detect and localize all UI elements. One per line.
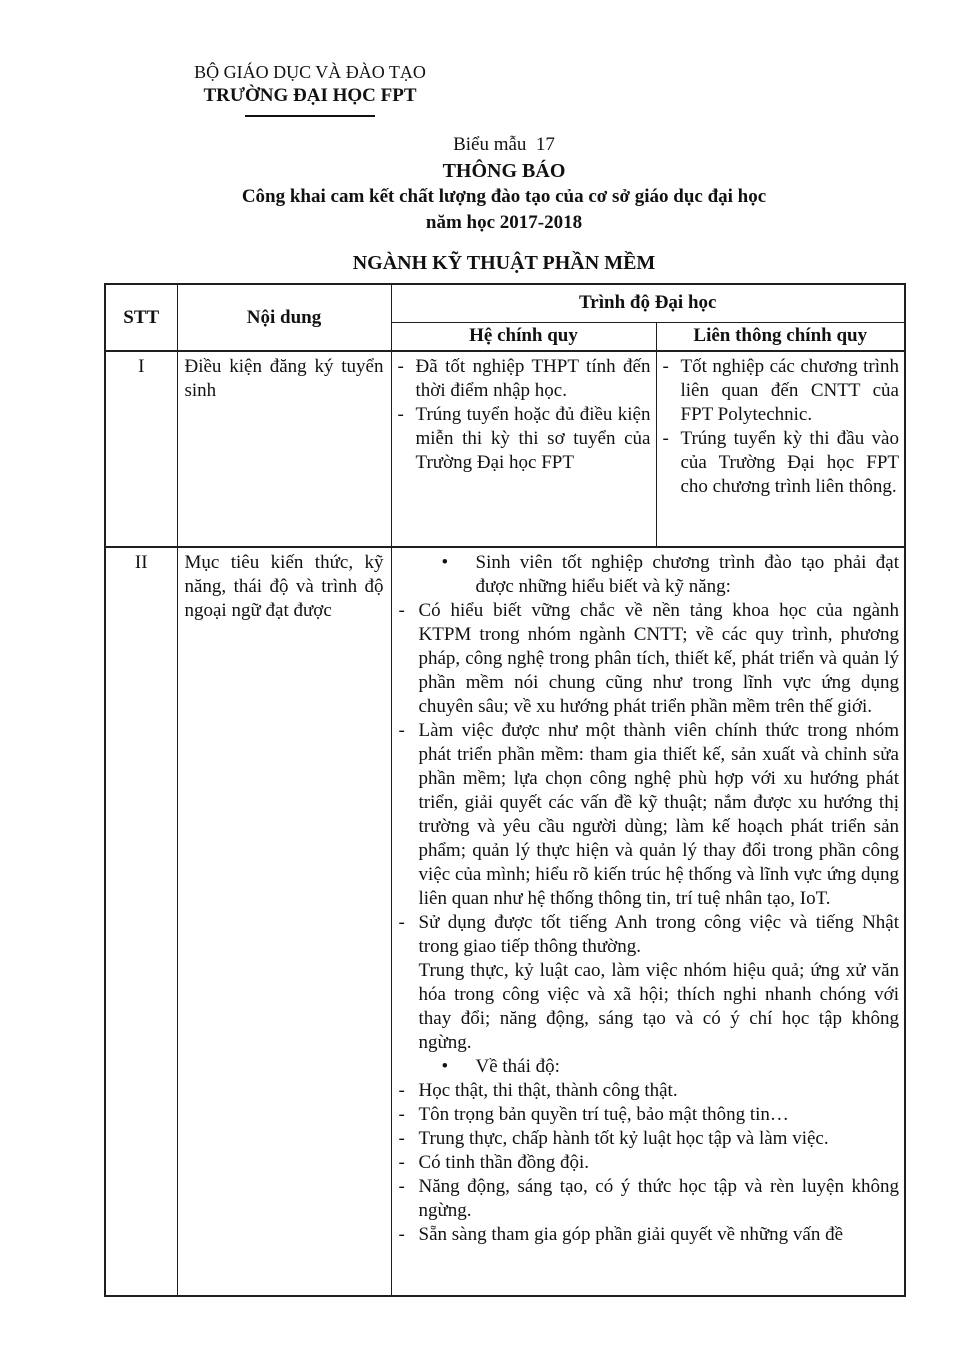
dash-marker: - <box>398 1128 405 1149</box>
list-item-text: Tôn trọng bản quyền trí tuệ, bảo mật thông tin… <box>418 1104 789 1125</box>
list-item <box>396 1223 900 1247</box>
dash-marker: - <box>398 912 405 933</box>
col-header-stt: STT <box>105 284 177 351</box>
dash-marker: - <box>398 1152 405 1173</box>
title-block <box>48 132 960 236</box>
list-item <box>661 427 900 499</box>
academic-year: năm học 2017-2018 <box>425 212 583 233</box>
list-item-text: Năng động, sáng tạo, có ý thức học tập và rèn luyện không ngừng. <box>418 1176 899 1221</box>
row-ii-index: II <box>105 547 177 1296</box>
bullet-marker: • <box>441 1056 449 1077</box>
dash-marker: - <box>398 1224 405 1245</box>
dash-marker: - <box>662 428 669 449</box>
dash-marker: - <box>662 356 669 377</box>
list-item-text: Trung thực, kỷ luật cao, làm việc nhóm hiệu quả; ứng xử văn hóa trong công việc và xã hội; thích nghi nhanh chóng với thay đổi; năng động, sáng tạo và có ý chí học tập không ngừng. <box>418 960 899 1053</box>
dash-marker: - <box>398 1176 405 1197</box>
dash-marker: - <box>398 1104 405 1125</box>
letterhead-underline <box>245 115 375 117</box>
list-item <box>661 355 900 427</box>
dash-marker: - <box>398 720 405 741</box>
row-ii-topic: Mục tiêu kiến thức, kỹ năng, thái độ và trình độ ngoại ngữ đạt được <box>177 547 391 1296</box>
list-item <box>396 551 900 599</box>
col-header-lien-thong-chinh-quy: Liên thông chính quy <box>656 322 905 351</box>
list-item-text: Sẵn sàng tham gia góp phần giải quyết về những vấn đề <box>418 1224 844 1245</box>
dash-marker: - <box>397 356 404 377</box>
list-item-text: Có hiểu biết vững chắc về nền tảng khoa học của ngành KTPM trong nhóm ngành CNTT; về các quy trình, phương pháp, công nghệ trong phân tích, thiết kế, phát triển và quản lý phần mềm nói chung cũng như trong lĩnh vực ứng dụng chuyên sâu; về xu hướng phát triển phần mềm trên thế giới. <box>418 600 899 717</box>
list-item-text: Làm việc được như một thành viên chính thức trong nhóm phát triển phần mềm: tham gia thiết kế, sản xuất và chỉnh sửa phần mềm; lựa chọn công nghệ phù hợp với xu hướng phát triển, giải quyết các vấn đề kỹ thuật; nắm được xu hướng thị trường và yêu cầu người dùng; làm kế hoạch phát triển sản phẩm; quản lý thực hiện và quản lý thay đổi trong phần công việc của mình; hiểu rõ kiến trúc hệ thống và lĩnh vực ứng dụng liên quan như hệ thống thông tin, trí tuệ nhân tạo, IoT. <box>418 720 899 909</box>
list-item <box>396 1151 900 1175</box>
col-header-he-chinh-quy: Hệ chính quy <box>391 322 656 351</box>
list-item-text: Tốt nghiệp các chương trình liên quan đến CNTT của FPT Polytechnic. <box>680 356 899 425</box>
list-item <box>396 403 651 475</box>
document-subtitle: Công khai cam kết chất lượng đào tạo của cơ sở giáo dục đại học <box>241 186 767 207</box>
list-item <box>396 959 900 1055</box>
list-item <box>396 1079 900 1103</box>
ministry-name: BỘ GIÁO DỤC VÀ ĐÀO TẠO <box>194 62 426 82</box>
list-item <box>396 1055 900 1079</box>
form-number-label: Biểu mẫu 17 <box>453 134 555 155</box>
commitment-table <box>104 283 906 1297</box>
row-ii-content-cell <box>391 547 905 1296</box>
list-item-text: Học thật, thi thật, thành công thật. <box>418 1080 678 1101</box>
dash-marker: - <box>398 600 405 621</box>
letterhead <box>170 60 450 117</box>
row-i-index: I <box>105 351 177 547</box>
list-item <box>396 1175 900 1223</box>
row-i-lien-thong-cell <box>656 351 905 547</box>
row-i-he-chinh-quy-cell <box>391 351 656 547</box>
document-title: THÔNG BÁO <box>442 160 566 182</box>
major-title: NGÀNH KỸ THUẬT PHẦN MỀM <box>352 252 656 274</box>
dash-marker: - <box>397 404 404 425</box>
list-item-text: Có tinh thần đồng đội. <box>418 1152 589 1173</box>
list-item-text: Trúng tuyển hoặc đủ điều kiện miễn thi kỳ thi sơ tuyển của Trường Đại học FPT <box>415 404 651 473</box>
dash-marker <box>396 959 419 1055</box>
col-header-noi-dung: Nội dung <box>177 284 391 351</box>
list-item <box>396 911 900 959</box>
list-item-text: Đã tốt nghiệp THPT tính đến thời điểm nhập học. <box>415 356 651 401</box>
list-item <box>396 1127 900 1151</box>
list-item-text: Về thái độ: <box>475 1056 560 1077</box>
list-item <box>396 719 900 911</box>
list-item <box>396 1103 900 1127</box>
list-item-text: Sinh viên tốt nghiệp chương trình đào tạo phải đạt được những hiểu biết và kỹ năng: <box>475 552 899 597</box>
list-item-text: Trung thực, chấp hành tốt kỷ luật học tập và làm việc. <box>418 1128 829 1149</box>
col-header-trinh-do-dai-hoc: Trình độ Đại học <box>391 284 905 322</box>
dash-marker: - <box>398 1080 405 1101</box>
bullet-marker: • <box>441 552 449 573</box>
row-i-topic: Điều kiện đăng ký tuyển sinh <box>177 351 391 547</box>
list-item <box>396 599 900 719</box>
list-item-text: Sử dụng được tốt tiếng Anh trong công việc và tiếng Nhật trong giao tiếp thông thường. <box>418 912 899 957</box>
list-item-text: Trúng tuyển kỳ thi đầu vào của Trường Đại học FPT cho chương trình liên thông. <box>680 428 899 497</box>
list-item <box>396 355 651 403</box>
university-name: TRƯỜNG ĐẠI HỌC FPT <box>203 85 417 106</box>
